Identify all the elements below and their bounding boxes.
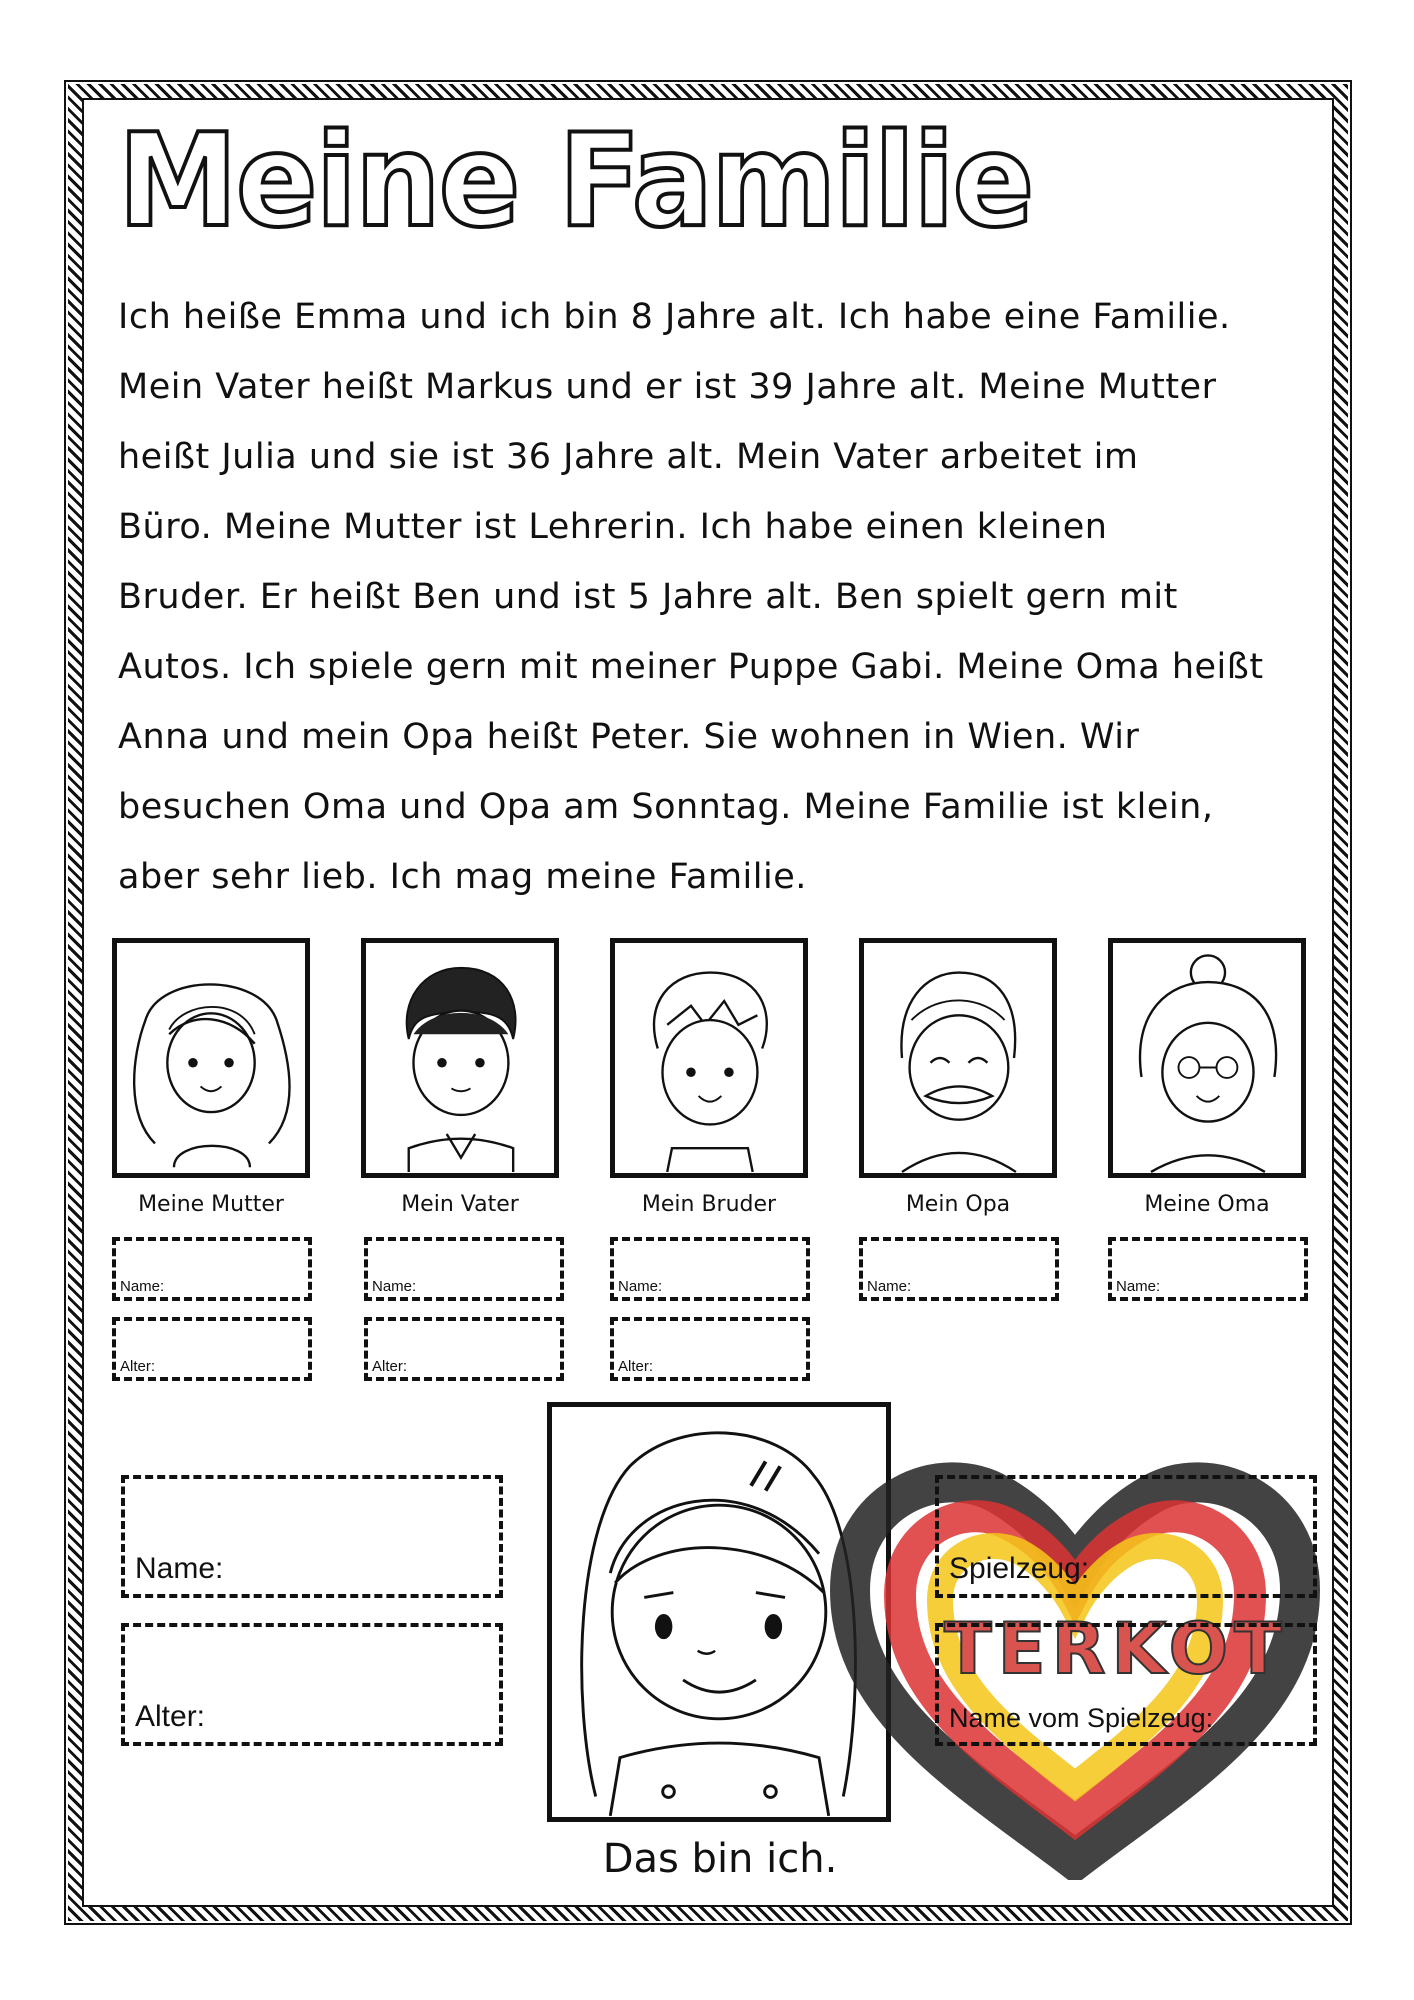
field-label: Name vom Spielzeug: bbox=[949, 1703, 1214, 1733]
field-label: Alter: bbox=[618, 1358, 654, 1375]
field-label: Spielzeug: bbox=[949, 1552, 1090, 1585]
self-caption: Das bin ich. bbox=[602, 1836, 838, 1882]
portrait-label-father: Mein Vater bbox=[401, 1192, 519, 1217]
field-label: Name: bbox=[618, 1278, 663, 1295]
story-line: besuchen Oma und Opa am Sonntag. Meine Familie ist klein, bbox=[118, 787, 1214, 827]
watermark-brand: TERKOT bbox=[944, 1608, 1288, 1690]
field-label: Name: bbox=[867, 1278, 912, 1295]
grandfather-drawing bbox=[864, 943, 1052, 1173]
father-name-field[interactable] bbox=[364, 1237, 564, 1301]
brother-portrait bbox=[610, 938, 808, 1178]
mother-portrait bbox=[112, 938, 310, 1178]
field-label: Name: bbox=[135, 1552, 224, 1585]
field-label: Name: bbox=[120, 1278, 165, 1295]
father-age-field[interactable] bbox=[364, 1317, 564, 1381]
toy-name-field[interactable] bbox=[935, 1623, 1317, 1746]
story-line: Mein Vater heißt Markus und er ist 39 Jahre alt. Meine Mutter bbox=[118, 367, 1217, 407]
story-line: Ich heiße Emma und ich bin 8 Jahre alt. Ich habe eine Familie. bbox=[118, 297, 1231, 337]
field-label: Name: bbox=[1116, 1278, 1161, 1295]
grandmother-portrait bbox=[1108, 938, 1306, 1178]
grandfather-portrait bbox=[859, 938, 1057, 1178]
field-label: Alter: bbox=[135, 1700, 206, 1733]
father-portrait bbox=[361, 938, 559, 1178]
story-line: heißt Julia und sie ist 36 Jahre alt. Mein Vater arbeitet im bbox=[118, 437, 1139, 477]
brother-drawing bbox=[615, 943, 803, 1173]
father-drawing bbox=[366, 943, 554, 1173]
story-text bbox=[118, 282, 1318, 912]
mother-drawing bbox=[117, 943, 305, 1173]
mother-age-field[interactable] bbox=[112, 1317, 312, 1381]
grandmother-drawing bbox=[1113, 943, 1301, 1173]
story-line: Büro. Meine Mutter ist Lehrerin. Ich habe einen kleinen bbox=[118, 507, 1108, 547]
my-name-field[interactable] bbox=[121, 1475, 503, 1598]
grandmother-name-field[interactable] bbox=[1108, 1237, 1308, 1301]
portrait-label-mother: Meine Mutter bbox=[138, 1192, 284, 1217]
brother-name-field[interactable] bbox=[610, 1237, 810, 1301]
story-line: Autos. Ich spiele gern mit meiner Puppe Gabi. Meine Oma heißt bbox=[118, 647, 1264, 687]
portrait-label-grandmother: Meine Oma bbox=[1144, 1192, 1270, 1217]
field-label: Name: bbox=[372, 1278, 417, 1295]
brother-age-field[interactable] bbox=[610, 1317, 810, 1381]
story-line: aber sehr lieb. Ich mag meine Familie. bbox=[118, 857, 807, 897]
field-label: Alter: bbox=[120, 1358, 156, 1375]
story-line: Bruder. Er heißt Ben und ist 5 Jahre alt. Ben spielt gern mit bbox=[118, 577, 1178, 617]
toy-field[interactable] bbox=[935, 1475, 1317, 1598]
mother-name-field[interactable] bbox=[112, 1237, 312, 1301]
my-age-field[interactable] bbox=[121, 1623, 503, 1746]
portrait-label-grandfather: Mein Opa bbox=[905, 1192, 1011, 1217]
grandfather-name-field[interactable] bbox=[859, 1237, 1059, 1301]
story-line: Anna und mein Opa heißt Peter. Sie wohnen in Wien. Wir bbox=[118, 717, 1140, 757]
portrait-label-brother: Mein Bruder bbox=[641, 1192, 777, 1217]
field-label: Alter: bbox=[372, 1358, 408, 1375]
page-title: Meine Familie bbox=[118, 107, 1033, 256]
